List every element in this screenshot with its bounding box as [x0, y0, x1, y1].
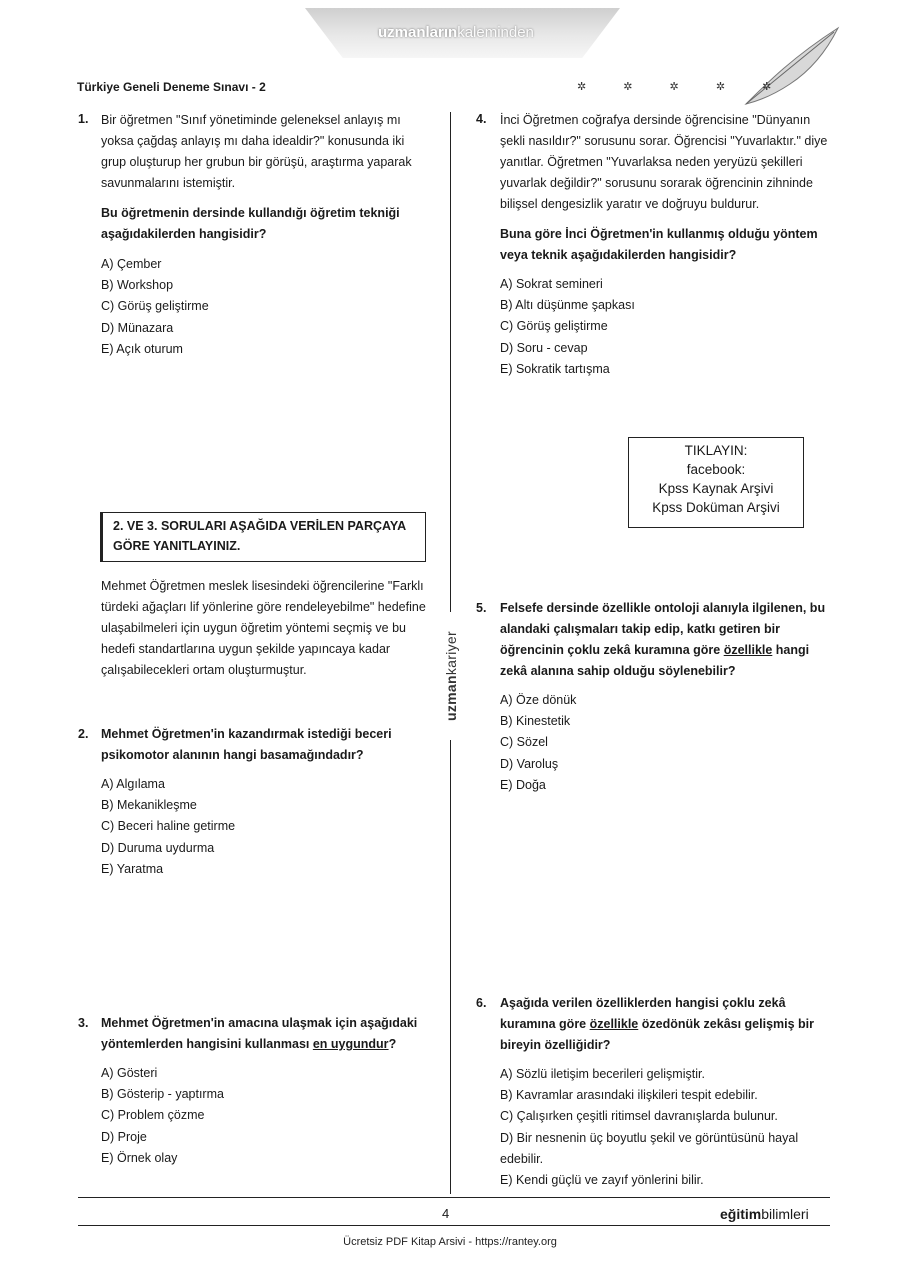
- banner-logo-text: [378, 24, 534, 41]
- option-c[interactable]: C) Çalışırken çeşitli ritimsel davranışlarda bulunur.: [500, 1109, 778, 1124]
- q5-question-post: hangi zekâ alanına sahip olduğu söylenebilir?: [500, 643, 810, 678]
- footer-rule-top: [78, 1197, 830, 1198]
- q1-text: Bir öğretmen "Sınıf yönetiminde geleneksel anlayış mı yoksa çağdaş anlayış mı daha idealdir?" konusunda iki grup oluşturup her grubun bir görüşü, araştırma yaparak savunmalarını istemiştir.: [101, 113, 412, 190]
- q2-number: 2.: [78, 727, 89, 741]
- infobox-line-4: Kpss Doküman Arşivi: [652, 500, 780, 515]
- q3-question-pre: Mehmet Öğretmen'in amacına ulaşmak için aşağıdaki yöntemlerden hangisini kullanması: [101, 1016, 418, 1051]
- option-a[interactable]: A) Sokrat semineri: [500, 277, 603, 291]
- page-number: 4: [442, 1206, 450, 1221]
- facebook-info-box[interactable]: [628, 437, 804, 528]
- q6-question-pre: Aşağıda verilen özelliklerden hangisi çoklu zekâ kuramına göre: [500, 996, 786, 1031]
- option-d[interactable]: D) Bir nesnenin üç boyutlu şekil ve görüntüsünü hayal edebilir.: [500, 1130, 799, 1166]
- q6-question: [500, 993, 828, 1056]
- option-c[interactable]: C) Görüş geliştirme: [101, 299, 209, 314]
- option-e[interactable]: E) Örnek olay: [101, 1150, 178, 1165]
- option-b[interactable]: B) Mekanikleşme: [101, 798, 197, 813]
- q3-number: 3.: [78, 1016, 89, 1030]
- q6-question-post: özedönük zekâsı gelişmiş bir bireyin özelliğidir?: [500, 1017, 815, 1052]
- option-b[interactable]: B) Workshop: [101, 278, 174, 293]
- feather-pen-icon: [738, 22, 848, 112]
- q4-text: İnci Öğretmen coğrafya dersinde öğrencisine "Dünyanın şekli nasıldır?" sorusunu sorar. Öğrencisi "Yuvarlaktır." diye yanıtlar. Öğretmen "Yuvarlaksa neden yeryüzü şekilleri yuvarlak değildir?" sorusunu sorarak öğrencinin zihninde bilişsel dengesizlik yaratır ve doğruyu buldurur.: [500, 113, 828, 211]
- infobox-line-3: Kpss Kaynak Arşivi: [658, 481, 774, 496]
- side-label: [438, 612, 464, 740]
- banner-bold: uzmanların: [378, 24, 458, 41]
- q3-options: [101, 1063, 427, 1169]
- option-c[interactable]: C) Sözel: [500, 735, 548, 750]
- q6-number: 6.: [476, 996, 487, 1010]
- q2-block: [101, 724, 427, 880]
- option-e[interactable]: E) Kendi güçlü ve zayıf yönlerini bilir.: [500, 1173, 704, 1188]
- option-d[interactable]: D) Münazara: [101, 320, 174, 335]
- option-d[interactable]: D) Proje: [101, 1129, 147, 1144]
- option-e[interactable]: E) Yaratma: [101, 861, 164, 876]
- option-b[interactable]: B) Kavramlar arasındaki ilişkileri tespit edebilir.: [500, 1088, 758, 1103]
- option-a[interactable]: A) Gösteri: [101, 1066, 158, 1080]
- brand-bold: eğitim: [720, 1206, 762, 1222]
- exam-title: Türkiye Geneli Deneme Sınavı - 2: [77, 80, 266, 94]
- q3-question-underlined: en uygundur: [312, 1037, 389, 1051]
- option-c[interactable]: C) Görüş geliştirme: [500, 319, 608, 334]
- q5-options: [500, 690, 828, 796]
- q1-options: [101, 254, 427, 360]
- option-d[interactable]: D) Soru - cevap: [500, 340, 588, 355]
- q3-question: [101, 1013, 427, 1055]
- option-e[interactable]: E) Sokratik tartışma: [500, 361, 610, 376]
- q5-question: [500, 598, 828, 682]
- q1-question: Bu öğretmenin dersinde kullandığı öğretim tekniği aşağıdakilerden hangisidir?: [101, 206, 400, 241]
- side-label-bold: uzman: [443, 675, 459, 721]
- q4-options: [500, 274, 828, 380]
- option-b[interactable]: B) Kinestetik: [500, 714, 571, 729]
- option-d[interactable]: D) Duruma uydurma: [101, 840, 215, 855]
- option-a[interactable]: A) Çember: [101, 257, 162, 271]
- q4-block: [500, 110, 828, 380]
- passage-title-box: 2. VE 3. SORULARI AŞAĞIDA VERİLEN PARÇAYA GÖRE YANITLAYINIZ.: [100, 512, 426, 562]
- star-decoration-icon: ✲ ✲ ✲ ✲ ✲: [577, 81, 789, 93]
- q6-options: [500, 1064, 828, 1191]
- q1-number: 1.: [78, 112, 89, 126]
- q2-options: [101, 774, 427, 880]
- q6-block: [500, 993, 828, 1191]
- q3-block: [101, 1013, 427, 1169]
- q4-number: 4.: [476, 112, 487, 126]
- option-a[interactable]: A) Öze dönük: [500, 693, 577, 707]
- option-a[interactable]: A) Algılama: [101, 777, 165, 791]
- footer-rule-bottom: [78, 1225, 830, 1226]
- option-a[interactable]: A) Sözlü iletişim becerileri gelişmiştir.: [500, 1067, 705, 1081]
- option-c[interactable]: C) Beceri haline getirme: [101, 819, 236, 834]
- side-label-light: kariyer: [443, 631, 459, 676]
- q2-question: Mehmet Öğretmen'in kazandırmak istediği beceri psikomotor alanının hangi basamağındadır?: [101, 727, 392, 762]
- q5-question-pre: Felsefe dersinde özellikle ontoloji alanıyla ilgilenen, bu alandaki çalışmaları takip edip, katkı getiren bir öğrencinin çoklu zekâ kuramına göre: [500, 601, 826, 657]
- banner-light: kaleminden: [457, 24, 534, 41]
- option-e[interactable]: E) Doğa: [500, 777, 546, 792]
- footer-text[interactable]: Ücretsiz PDF Kitap Arsivi - https://rantey.org: [343, 1236, 557, 1248]
- q5-block: [500, 598, 828, 796]
- q1-block: [101, 110, 427, 360]
- option-d[interactable]: D) Varoluş: [500, 756, 559, 771]
- option-c[interactable]: C) Problem çözme: [101, 1108, 205, 1123]
- infobox-line-2: facebook:: [686, 462, 746, 477]
- infobox-line-1: TIKLAYIN:: [684, 443, 748, 458]
- q6-question-underlined: özellikle: [589, 1017, 639, 1031]
- q3-question-post: ?: [388, 1037, 397, 1051]
- brand-light: bilimleri: [761, 1206, 809, 1222]
- option-e[interactable]: E) Açık oturum: [101, 341, 183, 356]
- q4-question: Buna göre İnci Öğretmen'in kullanmış olduğu yöntem veya teknik aşağıdakilerden hangisidir?: [500, 227, 818, 262]
- option-b[interactable]: B) Altı düşünme şapkası: [500, 298, 635, 313]
- passage-text: Mehmet Öğretmen meslek lisesindeki öğrencilerine "Farklı türdeki ağaçları lif yönlerine göre rendeleyebilme" hedefine ulaşabilmeleri için uygun öğretim yöntemi seçmiş ve bu hedefi standartlarına uygun şekilde yapıncaya kadar çalışabilecekleri ortam oluşturmuştur.: [101, 579, 426, 677]
- q5-question-underlined: özellikle: [723, 643, 773, 657]
- option-b[interactable]: B) Gösterip - yaptırma: [101, 1087, 224, 1102]
- q5-number: 5.: [476, 601, 487, 615]
- brand-logo: [720, 1206, 809, 1222]
